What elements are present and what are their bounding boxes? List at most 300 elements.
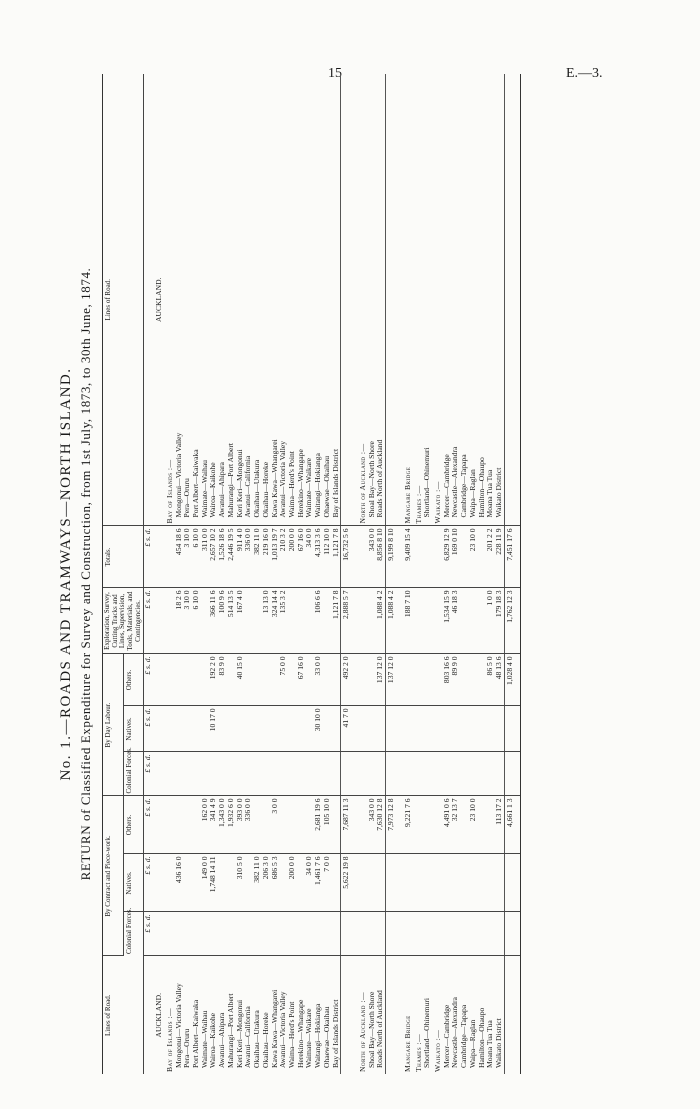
cell-total: 1,013 19 7 <box>271 526 280 588</box>
cell-day-others <box>460 654 469 706</box>
cell-total: 2,446 19 5 <box>227 526 236 588</box>
cell-day-others: 48 13 6 <box>495 654 504 706</box>
table-row <box>402 74 413 1074</box>
road-name-right: Waikato :— <box>432 74 443 526</box>
cell-day-natives <box>368 706 377 752</box>
cell-contract-colonial-forces <box>495 912 504 956</box>
cell-day-colonial-forces <box>386 752 397 796</box>
cell-contract-natives: 206 3 0 <box>262 854 271 912</box>
cell-contract-natives <box>451 854 460 912</box>
cell-contract-others: 1,343 0 0 <box>218 796 227 854</box>
cell-total: 7,451 17 6 <box>504 526 515 588</box>
cell-exploration: 100 9 6 <box>218 588 227 654</box>
cell-total: 8,856 8 10 <box>376 526 385 588</box>
cell-contract-natives <box>504 854 515 912</box>
road-name-left: Kawa Kawa—Whangarei <box>269 989 279 1068</box>
road-name-left: Awanui—Ahipara <box>217 1012 227 1068</box>
road-name-right: North of Auckland :— <box>357 74 368 526</box>
road-name-left: Bay of Islands District <box>330 999 340 1068</box>
cell-contract-natives <box>386 854 397 912</box>
cell-total: 1,121 7 8 <box>332 526 341 588</box>
cell-day-natives <box>244 706 253 752</box>
cell-day-natives <box>423 706 432 752</box>
cell-exploration: 1,534 15 9 <box>443 588 452 654</box>
road-name-left: Waipa—Raglan <box>467 1019 477 1068</box>
cell-contract-others: 162 0 0 <box>201 796 210 854</box>
total-row <box>341 74 352 1074</box>
cell-total: 228 11 9 <box>495 526 504 588</box>
table-row <box>153 74 164 1074</box>
cell-total: 4,313 3 6 <box>314 526 323 588</box>
cell-total: 219 16 0 <box>262 526 271 588</box>
cell-day-natives <box>297 706 306 752</box>
road-name-left: Ohaewae—Okaihau <box>321 1006 331 1068</box>
cell-day-others: 33 0 0 <box>314 654 323 706</box>
cell-total: 3 10 0 <box>183 526 192 588</box>
cell-contract-others: 32 13 7 <box>451 796 460 854</box>
cell-day-natives: 30 10 0 <box>314 706 323 752</box>
table-row <box>478 74 487 1074</box>
cell-contract-natives <box>332 854 341 912</box>
cell-day-colonial-forces <box>460 752 469 796</box>
cell-day-colonial-forces <box>495 752 504 796</box>
cell-contract-colonial-forces <box>423 912 432 956</box>
cell-contract-natives: 436 16 0 <box>175 854 184 912</box>
road-name-left: Mahurangi—Port Albert <box>225 993 235 1068</box>
cell-exploration: 2,888 5 7 <box>341 588 352 654</box>
cell-contract-others: 7,687 11 3 <box>341 796 352 854</box>
currency-label: £ s. d. <box>144 654 153 706</box>
cell-day-colonial-forces <box>183 752 192 796</box>
cell-day-natives <box>153 706 164 752</box>
cell-contract-natives <box>183 854 192 912</box>
cell-day-colonial-forces <box>262 752 271 796</box>
cell-day-colonial-forces <box>451 752 460 796</box>
header-day-natives: Natives. <box>123 706 144 752</box>
cell-day-others <box>332 654 341 706</box>
cell-exploration: 106 6 6 <box>314 588 323 654</box>
road-name-right: Mongonui—Victoria Valley <box>175 74 184 526</box>
cell-exploration: 1,088 4 2 <box>386 588 397 654</box>
cell-total: 201 2 2 <box>486 526 495 588</box>
cell-day-natives <box>478 706 487 752</box>
cell-day-others: 492 2 0 <box>341 654 352 706</box>
cell-total <box>413 526 424 588</box>
cell-total <box>153 526 164 588</box>
table-row <box>460 74 469 1074</box>
road-name-right: Roads North of Auckland <box>376 74 385 526</box>
cell-contract-natives: 149 0 0 <box>201 854 210 912</box>
cell-day-others <box>244 654 253 706</box>
road-name-left: Waitangi—Hokianga <box>313 1003 323 1068</box>
cell-day-colonial-forces <box>376 752 385 796</box>
cell-contract-others <box>423 796 432 854</box>
road-name-right: Wairoa—Kaikohe <box>209 74 218 526</box>
cell-contract-others: 3 0 0 <box>271 796 280 854</box>
road-name-right: Shortland—Ohinemuri <box>423 74 432 526</box>
table-row <box>451 74 460 1074</box>
road-name-right: Bay of Islands District <box>332 74 341 526</box>
cell-day-colonial-forces <box>432 752 443 796</box>
road-name-left: Mangare Bridge <box>402 1015 412 1072</box>
cell-contract-others <box>332 796 341 854</box>
cell-day-colonial-forces <box>469 752 478 796</box>
cell-contract-colonial-forces <box>201 912 210 956</box>
cell-contract-colonial-forces <box>460 912 469 956</box>
table-row <box>323 74 332 1074</box>
cell-contract-others: 4,491 0 6 <box>443 796 452 854</box>
header-lines-of-road-right: Lines of Road. <box>103 74 144 526</box>
cell-contract-colonial-forces <box>262 912 271 956</box>
header-day-others: Others. <box>123 654 144 706</box>
cell-day-natives: 41 7 0 <box>341 706 352 752</box>
cell-day-natives <box>376 706 385 752</box>
cell-day-natives <box>279 706 288 752</box>
cell-day-natives <box>413 706 424 752</box>
road-name-right: Kawa Kawa—Whangarei <box>271 74 280 526</box>
cell-contract-natives: 1,748 14 11 <box>209 854 218 912</box>
cell-contract-natives <box>413 854 424 912</box>
table-row <box>218 74 227 1074</box>
cell-total: 6,829 12 9 <box>443 526 452 588</box>
cell-contract-natives <box>153 854 164 912</box>
cell-contract-colonial-forces <box>332 912 341 956</box>
cell-contract-others: 23 10 0 <box>469 796 478 854</box>
cell-day-colonial-forces <box>209 752 218 796</box>
header-contract-colonial-forces: Colonial Forces. <box>123 912 144 956</box>
currency-label: £ s. d. <box>144 796 153 854</box>
cell-exploration: 1,762 12 3 <box>504 588 515 654</box>
cell-day-others: 67 16 0 <box>297 654 306 706</box>
cell-total: 67 16 0 <box>297 526 306 588</box>
table-row <box>183 74 192 1074</box>
cell-day-others: 803 16 6 <box>443 654 452 706</box>
cell-total: 200 0 0 <box>288 526 297 588</box>
cell-exploration <box>297 588 306 654</box>
road-name-left: Awanui—California <box>243 1006 253 1068</box>
cell-contract-natives <box>432 854 443 912</box>
cell-day-others: 137 12 0 <box>376 654 385 706</box>
cell-day-others <box>262 654 271 706</box>
cell-contract-others <box>253 796 262 854</box>
road-name-right <box>341 74 352 526</box>
road-name-left: AUCKLAND. <box>154 993 164 1038</box>
cell-contract-colonial-forces <box>253 912 262 956</box>
cell-day-natives <box>288 706 297 752</box>
cell-day-colonial-forces <box>314 752 323 796</box>
cell-contract-others: 113 17 2 <box>495 796 504 854</box>
cell-day-colonial-forces <box>486 752 495 796</box>
cell-exploration <box>288 588 297 654</box>
table-row <box>209 74 218 1074</box>
table-row <box>192 74 201 1074</box>
road-name-left: Waikato :— <box>433 1029 442 1072</box>
cell-exploration: 18 2 6 <box>175 588 184 654</box>
road-name-left: Awanui—Victoria Valley <box>278 991 288 1068</box>
cell-contract-colonial-forces <box>486 912 495 956</box>
cell-day-colonial-forces <box>218 752 227 796</box>
cell-exploration: 1,121 7 8 <box>332 588 341 654</box>
cell-day-colonial-forces <box>153 752 164 796</box>
cell-contract-colonial-forces <box>368 912 377 956</box>
cell-day-natives <box>236 706 245 752</box>
table-row <box>164 74 175 1074</box>
cell-total: 9,199 8 10 <box>386 526 397 588</box>
cell-day-colonial-forces <box>164 752 175 796</box>
header-totals: Totals. <box>103 526 144 588</box>
road-name-right: Awanui—Victoria Valley <box>279 74 288 526</box>
cell-total: 911 4 0 <box>236 526 245 588</box>
cell-exploration <box>413 588 424 654</box>
expenditure-table <box>102 74 521 1074</box>
road-name-left: Thames :— <box>413 1033 423 1072</box>
table-row <box>236 74 245 1074</box>
cell-day-others <box>164 654 175 706</box>
cell-total: 23 10 0 <box>469 526 478 588</box>
cell-contract-colonial-forces <box>279 912 288 956</box>
cell-day-colonial-forces <box>227 752 236 796</box>
cell-contract-natives <box>423 854 432 912</box>
cell-contract-colonial-forces <box>209 912 218 956</box>
cell-total: 382 11 0 <box>253 526 262 588</box>
document-reference: E.—3. <box>566 66 603 81</box>
cell-contract-natives: 5,622 19 8 <box>341 854 352 912</box>
road-name-left: Wairoa—Kaikohe <box>208 1012 218 1068</box>
cell-contract-colonial-forces <box>288 912 297 956</box>
table-row <box>469 74 478 1074</box>
cell-day-colonial-forces <box>201 752 210 796</box>
road-name-left: Keri Keri—Mongonui <box>234 999 244 1068</box>
road-name-right: Pera—Oruru <box>183 74 192 526</box>
header-contract-natives: Natives. <box>123 854 144 912</box>
cell-contract-others <box>183 796 192 854</box>
road-name-right: Waitangi—Hokianga <box>314 74 323 526</box>
cell-exploration: 179 18 3 <box>495 588 504 654</box>
road-name-left: Pera—Oruru <box>182 1028 192 1068</box>
road-name-left <box>386 956 397 1074</box>
road-name-left: Waikato District <box>494 1018 504 1068</box>
cell-day-natives <box>332 706 341 752</box>
cell-day-natives <box>460 706 469 752</box>
cell-exploration: 324 14 4 <box>271 588 280 654</box>
table-row <box>423 74 432 1074</box>
table-row <box>175 74 184 1074</box>
cell-exploration <box>469 588 478 654</box>
cell-day-others: 83 9 0 <box>218 654 227 706</box>
cell-day-colonial-forces <box>323 752 332 796</box>
cell-day-colonial-forces <box>443 752 452 796</box>
table-row <box>305 74 314 1074</box>
cell-contract-natives: 1,461 7 6 <box>314 854 323 912</box>
cell-contract-natives: 200 0 0 <box>288 854 297 912</box>
currency-label: £ s. d. <box>144 588 153 654</box>
road-name-right: Mercer—Cambridge <box>443 74 452 526</box>
cell-day-natives <box>175 706 184 752</box>
cell-contract-natives <box>486 854 495 912</box>
cell-day-colonial-forces <box>413 752 424 796</box>
cell-day-natives <box>192 706 201 752</box>
cell-day-others: 75 0 0 <box>279 654 288 706</box>
cell-contract-colonial-forces <box>357 912 368 956</box>
cell-contract-colonial-forces <box>413 912 424 956</box>
cell-day-others <box>423 654 432 706</box>
cell-exploration: 13 13 0 <box>262 588 271 654</box>
cell-day-colonial-forces <box>297 752 306 796</box>
cell-contract-natives: 310 5 0 <box>236 854 245 912</box>
road-name-right: Moana Tua Tua <box>486 74 495 526</box>
cell-exploration <box>244 588 253 654</box>
cell-exploration: 366 11 6 <box>209 588 218 654</box>
table-row <box>357 74 368 1074</box>
road-name-left: Waimate—Waikare <box>304 1008 314 1068</box>
cell-exploration: 3 10 0 <box>183 588 192 654</box>
road-name-right: Thames :— <box>413 74 424 526</box>
road-name-right <box>386 74 397 526</box>
road-name-right: Okaihau—Horeke <box>262 74 271 526</box>
cell-contract-natives <box>443 854 452 912</box>
currency-label: £ s. d. <box>144 752 153 796</box>
cell-contract-others: 341 4 9 <box>209 796 218 854</box>
cell-total: 6 10 0 <box>192 526 201 588</box>
cell-day-colonial-forces <box>341 752 352 796</box>
cell-contract-others: 336 0 0 <box>244 796 253 854</box>
cell-contract-colonial-forces <box>451 912 460 956</box>
cell-day-colonial-forces <box>279 752 288 796</box>
road-name-right: Waimate—Waihau <box>201 74 210 526</box>
cell-day-others: 40 15 0 <box>236 654 245 706</box>
cell-contract-natives: 7 0 0 <box>323 854 332 912</box>
cell-day-natives <box>504 706 515 752</box>
cell-total: 454 18 6 <box>175 526 184 588</box>
road-name-right: Newcastle—Alexandra <box>451 74 460 526</box>
table-row <box>279 74 288 1074</box>
cell-contract-colonial-forces <box>478 912 487 956</box>
cell-day-others <box>175 654 184 706</box>
cell-exploration: 514 13 5 <box>227 588 236 654</box>
cell-day-natives <box>443 706 452 752</box>
cell-total <box>164 526 175 588</box>
table-row <box>376 74 385 1074</box>
cell-contract-others: 393 0 0 <box>236 796 245 854</box>
cell-contract-others <box>279 796 288 854</box>
total-row <box>504 74 515 1074</box>
cell-exploration: 6 10 0 <box>192 588 201 654</box>
cell-contract-natives <box>164 854 175 912</box>
cell-total: 9,409 15 4 <box>402 526 413 588</box>
cell-exploration <box>153 588 164 654</box>
cell-day-colonial-forces <box>236 752 245 796</box>
cell-contract-colonial-forces <box>432 912 443 956</box>
cell-exploration: 46 18 3 <box>451 588 460 654</box>
cell-contract-colonial-forces <box>504 912 515 956</box>
road-name-right <box>504 74 515 526</box>
road-name-right: Keri Keri—Mongonui <box>236 74 245 526</box>
road-name-left: Waimate—Waihau <box>199 1010 209 1068</box>
cell-day-others <box>323 654 332 706</box>
cell-contract-natives <box>218 854 227 912</box>
cell-total: 2,657 10 2 <box>209 526 218 588</box>
cell-day-others <box>253 654 262 706</box>
cell-day-others <box>469 654 478 706</box>
cell-total: 112 10 0 <box>323 526 332 588</box>
cell-day-others <box>357 654 368 706</box>
road-name-right: Herekino—Whangape <box>297 74 306 526</box>
cell-contract-others <box>478 796 487 854</box>
road-name-right: Okaihau—Utakura <box>253 74 262 526</box>
cell-contract-colonial-forces <box>175 912 184 956</box>
cell-contract-others <box>297 796 306 854</box>
cell-contract-others: 7,973 12 8 <box>386 796 397 854</box>
cell-total: 210 3 2 <box>279 526 288 588</box>
cell-exploration: 167 4 0 <box>236 588 245 654</box>
cell-contract-colonial-forces <box>402 912 413 956</box>
cell-exploration <box>460 588 469 654</box>
table-row <box>495 74 504 1074</box>
cell-day-others: 192 2 0 <box>209 654 218 706</box>
cell-day-colonial-forces <box>253 752 262 796</box>
cell-day-natives <box>323 706 332 752</box>
cell-day-colonial-forces <box>305 752 314 796</box>
road-name-left: Herekino—Whangape <box>295 999 305 1068</box>
currency-label: £ s. d. <box>144 854 153 912</box>
cell-contract-others <box>288 796 297 854</box>
cell-day-colonial-forces <box>175 752 184 796</box>
cell-day-colonial-forces <box>244 752 253 796</box>
cell-contract-colonial-forces <box>192 912 201 956</box>
cell-day-others <box>153 654 164 706</box>
cell-contract-natives: 686 5 3 <box>271 854 280 912</box>
cell-day-others <box>183 654 192 706</box>
cell-contract-others <box>164 796 175 854</box>
road-name-right: Mangare Bridge <box>402 74 413 526</box>
road-name-right: Port Albert—Kaiwaka <box>192 74 201 526</box>
table-row <box>262 74 271 1074</box>
road-name-right: Waikato District <box>495 74 504 526</box>
cell-day-colonial-forces <box>192 752 201 796</box>
table-row <box>288 74 297 1074</box>
road-name-left: Bay of Islands :— <box>164 1007 174 1072</box>
cell-day-colonial-forces <box>288 752 297 796</box>
road-name-right: Awanui—California <box>244 74 253 526</box>
cell-contract-colonial-forces <box>314 912 323 956</box>
cell-contract-others: 1,932 6 0 <box>227 796 236 854</box>
header-contract-others: Others. <box>123 796 144 854</box>
rotated-return-table-block <box>58 74 618 1074</box>
table-row <box>332 74 341 1074</box>
cell-day-natives <box>164 706 175 752</box>
cell-exploration: 1 0 0 <box>486 588 495 654</box>
cell-contract-colonial-forces <box>227 912 236 956</box>
cell-exploration: 1,088 4 2 <box>376 588 385 654</box>
cell-contract-others: 7,630 12 8 <box>376 796 385 854</box>
road-name-left: Shoal Bay—North Shore <box>366 991 376 1068</box>
cell-day-natives <box>432 706 443 752</box>
cell-contract-natives <box>460 854 469 912</box>
table-row <box>244 74 253 1074</box>
road-name-right: Cambridge—Tapapa <box>460 74 469 526</box>
road-name-right: Waipa—Raglan <box>469 74 478 526</box>
cell-day-others: 137 12 0 <box>386 654 397 706</box>
header-exploration: Exploration, Survey, Cutting Tracks and Lines, Supervision, Tools, Materials, and Contingencies. <box>103 588 144 654</box>
cell-day-others: 86 5 0 <box>486 654 495 706</box>
cell-contract-colonial-forces <box>164 912 175 956</box>
cell-contract-colonial-forces <box>323 912 332 956</box>
road-name-left <box>504 956 515 1074</box>
road-name-left: Moana Tua Tua <box>485 1020 495 1068</box>
cell-day-natives <box>218 706 227 752</box>
cell-total: 1,526 18 6 <box>218 526 227 588</box>
cell-contract-colonial-forces <box>305 912 314 956</box>
